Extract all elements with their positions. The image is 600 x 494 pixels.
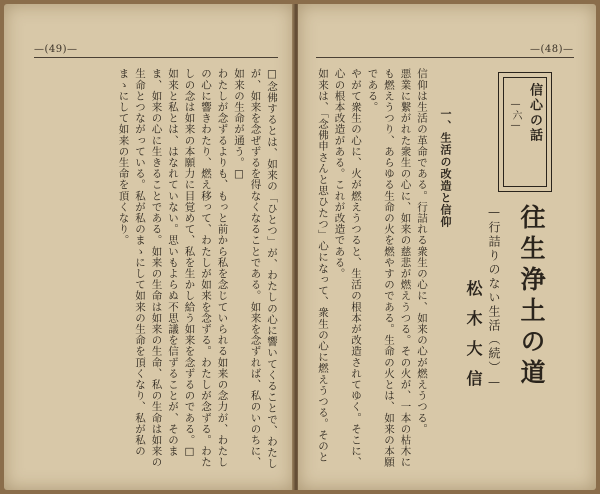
series-number: —六—: [510, 99, 521, 131]
right-paragraph: やがて衆生の心に、火が燃えうつると、生活の根本が改造されてゆく。そこに、心の根本改造がある。これが改造である。: [333, 68, 362, 468]
author-name: 松木大信: [464, 280, 483, 400]
left-paragraph: □念佛するとは、如来の「ひとつ」が、わたしの心に響いてくることで、わたしが、如来を念ぜずるを得なくなることである。如来を念ずれば、私のいのちに、如来の生命が通う。□: [233, 68, 278, 470]
right-paragraph: 如来は、「念佛申さんと思ひたつ」心になって、衆生の心に燃えうつる。そのと: [317, 68, 329, 463]
right-page-text: [312, 68, 430, 470]
left-paragraph: わたしが念ずるよりも、もっと前から私を念じていられる如来の念力が、わたしの心に響きわたり、燃え移って、わたしが如来を念ずる。わたしが念ずる。わたしの念は如来の本願力に目覚めて、私を生かし給う如来を念ずるのである。□: [183, 68, 229, 468]
right-paragraph: 信仰は生活の革命である。行詰れる衆生の心に、如来の心が燃えうつる。: [416, 68, 428, 435]
right-paragraph: 悪業に繋がれた衆生の心に、如来の慈悲が燃えうつる。その火が、一本の枯木にも燃えうつり、あらゆる生命の火を燃やすのである。生命の火とは、如来の本願である。: [366, 68, 412, 468]
left-paragraph: 如来と私とは、はなれていない。思いもよらぬ不思議を信ずることが、そのまま、如来の心に生きることである。如来の生命は如来の生命、私の生命は如来の生命とつながっている。私が私のまゝにして如来の生命を頂くなり、私が私のまゝにして如来の生命を頂くなり。: [117, 68, 179, 468]
section-heading: 一、生活の改造と信仰: [439, 108, 452, 228]
article-title: 往生浄土の道: [517, 204, 546, 390]
article-subtitle: —行詰りのない生活（続）—: [487, 205, 501, 391]
left-page-number: —(49)—: [34, 44, 78, 55]
left-page-text: [28, 68, 280, 470]
right-page-number: —(48)—: [530, 44, 574, 55]
series-title: 信心の話: [527, 83, 542, 143]
left-header-rule: [34, 57, 278, 58]
series-box: [498, 72, 552, 192]
right-header-rule: [316, 57, 574, 58]
